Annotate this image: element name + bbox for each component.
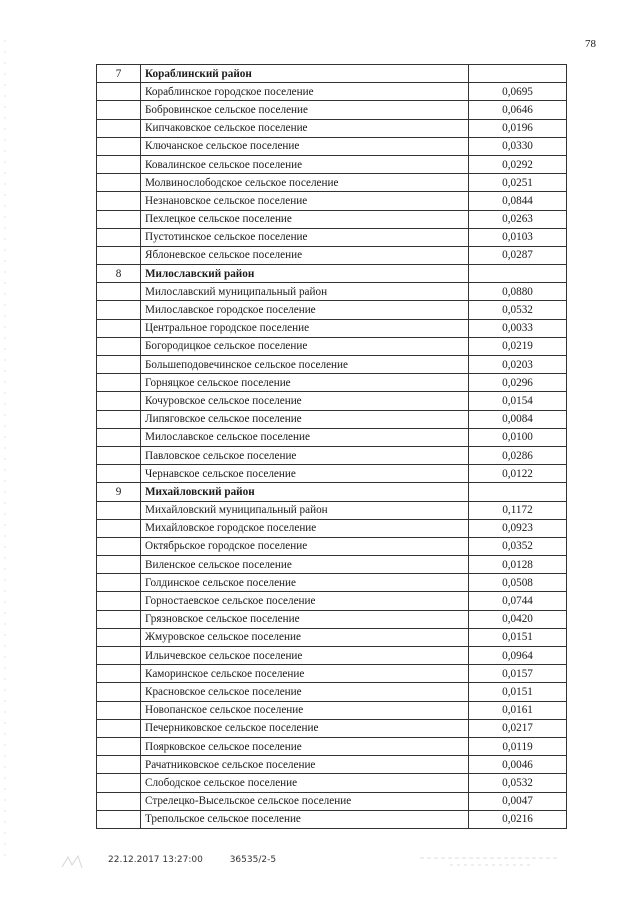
table-row: [97, 337, 567, 355]
settlement-name-cell: Слободское сельское поселение: [141, 774, 469, 792]
value-cell: 0,0100: [469, 428, 567, 446]
value-cell: 0,0151: [469, 628, 567, 646]
row-number-cell: [97, 556, 141, 574]
value-cell: 0,0880: [469, 283, 567, 301]
value-cell: 0,0964: [469, 647, 567, 665]
table-row: [97, 628, 567, 646]
settlement-name-cell: Пустотинское сельское поселение: [141, 228, 469, 246]
table-row: [97, 410, 567, 428]
district-name-cell: Милославский район: [141, 265, 469, 283]
table-row: [97, 592, 567, 610]
row-number-cell: [97, 465, 141, 483]
value-cell: 0,0033: [469, 319, 567, 337]
settlement-name-cell: Поярковское сельское поселение: [141, 737, 469, 755]
row-number-cell: [97, 756, 141, 774]
settlement-name-cell: Кораблинское городское поселение: [141, 83, 469, 101]
row-number-cell: [97, 392, 141, 410]
settlement-name-cell: Молвинослободское сельское поселение: [141, 174, 469, 192]
value-cell: 0,0196: [469, 119, 567, 137]
value-cell: 0,0646: [469, 101, 567, 119]
table-row: [97, 283, 567, 301]
row-number-cell: [97, 228, 141, 246]
faded-stamp-mark: [420, 852, 560, 870]
scan-edge-artifact: [2, 40, 8, 860]
settlement-name-cell: Пехлецкое сельское поселение: [141, 210, 469, 228]
allocation-table: [96, 64, 567, 829]
row-number-cell: [97, 155, 141, 173]
value-cell: 0,0296: [469, 374, 567, 392]
row-number-cell: [97, 174, 141, 192]
settlement-name-cell: Ковалинское сельское поселение: [141, 155, 469, 173]
value-cell: 0,0154: [469, 392, 567, 410]
settlement-name-cell: Милославский муниципальный район: [141, 283, 469, 301]
row-number-cell: [97, 210, 141, 228]
value-cell: 0,0330: [469, 137, 567, 155]
table-row: [97, 519, 567, 537]
settlement-name-cell: Новопанское сельское поселение: [141, 701, 469, 719]
settlement-name-cell: Чернавское сельское поселение: [141, 465, 469, 483]
value-cell: 0,0292: [469, 155, 567, 173]
row-number-cell: [97, 283, 141, 301]
table-row: [97, 719, 567, 737]
value-cell: 0,0047: [469, 792, 567, 810]
footer-timestamp: 22.12.2017 13:27:00: [108, 855, 203, 865]
table-row: [97, 83, 567, 101]
row-number-cell: [97, 628, 141, 646]
table-row: [97, 119, 567, 137]
value-cell: [469, 483, 567, 501]
settlement-name-cell: Милославское городское поселение: [141, 301, 469, 319]
value-cell: 0,0151: [469, 683, 567, 701]
settlement-name-cell: Михайловское городское поселение: [141, 519, 469, 537]
table-row: [97, 810, 567, 828]
row-number-cell: [97, 319, 141, 337]
district-row: [97, 65, 567, 83]
value-cell: 0,0923: [469, 519, 567, 537]
table-row: [97, 192, 567, 210]
settlement-name-cell: Липяговское сельское поселение: [141, 410, 469, 428]
table-row: [97, 446, 567, 464]
table-row: [97, 701, 567, 719]
table-row: [97, 737, 567, 755]
value-cell: 0,0251: [469, 174, 567, 192]
settlement-name-cell: Стрелецко-Высельское сельское поселение: [141, 792, 469, 810]
table-row: [97, 428, 567, 446]
table-row: [97, 465, 567, 483]
table-row: [97, 556, 567, 574]
table-row: [97, 301, 567, 319]
settlement-name-cell: Рачатниковское сельское поселение: [141, 756, 469, 774]
value-cell: 0,0420: [469, 610, 567, 628]
footer: [108, 855, 276, 865]
value-cell: 0,0046: [469, 756, 567, 774]
value-cell: 0,0203: [469, 356, 567, 374]
value-cell: 0,0103: [469, 228, 567, 246]
value-cell: 0,0508: [469, 574, 567, 592]
page-number: 78: [585, 38, 596, 50]
settlement-name-cell: Бобровинское сельское поселение: [141, 101, 469, 119]
row-number-cell: [97, 301, 141, 319]
row-number-cell: [97, 246, 141, 264]
district-row: [97, 483, 567, 501]
value-cell: 0,0119: [469, 737, 567, 755]
settlement-name-cell: Кочуровское сельское поселение: [141, 392, 469, 410]
settlement-name-cell: Ильичевское сельское поселение: [141, 647, 469, 665]
row-number-cell: [97, 192, 141, 210]
settlement-name-cell: Горностаевское сельское поселение: [141, 592, 469, 610]
settlement-name-cell: Горняцкое сельское поселение: [141, 374, 469, 392]
table-row: [97, 392, 567, 410]
settlement-name-cell: Милославское сельское поселение: [141, 428, 469, 446]
value-cell: 0,0084: [469, 410, 567, 428]
table-row: [97, 319, 567, 337]
row-number-cell: [97, 501, 141, 519]
row-number-cell: [97, 610, 141, 628]
value-cell: 0,0157: [469, 665, 567, 683]
settlement-name-cell: Богородицкое сельское поселение: [141, 337, 469, 355]
row-number-cell: 8: [97, 265, 141, 283]
district-name-cell: Кораблинский район: [141, 65, 469, 83]
row-number-cell: [97, 792, 141, 810]
table-row: [97, 683, 567, 701]
district-row: [97, 265, 567, 283]
row-number-cell: [97, 719, 141, 737]
value-cell: 0,0287: [469, 246, 567, 264]
settlement-name-cell: Центральное городское поселение: [141, 319, 469, 337]
allocation-table-container: [96, 64, 566, 829]
value-cell: 0,0161: [469, 701, 567, 719]
value-cell: [469, 265, 567, 283]
table-row: [97, 374, 567, 392]
row-number-cell: [97, 701, 141, 719]
table-row: [97, 155, 567, 173]
table-row: [97, 356, 567, 374]
row-number-cell: [97, 810, 141, 828]
value-cell: 0,0695: [469, 83, 567, 101]
row-number-cell: [97, 537, 141, 555]
settlement-name-cell: Жмуровское сельское поселение: [141, 628, 469, 646]
settlement-name-cell: Каморинское сельское поселение: [141, 665, 469, 683]
settlement-name-cell: Печерниковское сельское поселение: [141, 719, 469, 737]
table-row: [97, 610, 567, 628]
settlement-name-cell: Яблоневское сельское поселение: [141, 246, 469, 264]
table-row: [97, 210, 567, 228]
settlement-name-cell: Октябрьское городское поселение: [141, 537, 469, 555]
value-cell: 0,0844: [469, 192, 567, 210]
table-row: [97, 174, 567, 192]
value-cell: 0,0128: [469, 556, 567, 574]
value-cell: 0,0744: [469, 592, 567, 610]
settlement-name-cell: Виленское сельское поселение: [141, 556, 469, 574]
row-number-cell: [97, 774, 141, 792]
value-cell: 0,0217: [469, 719, 567, 737]
row-number-cell: [97, 446, 141, 464]
row-number-cell: [97, 410, 141, 428]
value-cell: 0,0263: [469, 210, 567, 228]
scan-smudge-mark: [60, 853, 84, 871]
table-row: [97, 792, 567, 810]
row-number-cell: [97, 83, 141, 101]
district-name-cell: Михайловский район: [141, 483, 469, 501]
value-cell: 0,0286: [469, 446, 567, 464]
row-number-cell: [97, 137, 141, 155]
footer-doc-code: 36535/2-5: [229, 855, 277, 865]
value-cell: 0,0352: [469, 537, 567, 555]
table-row: [97, 537, 567, 555]
value-cell: 0,0216: [469, 810, 567, 828]
table-row: [97, 101, 567, 119]
table-row: [97, 228, 567, 246]
settlement-name-cell: Голдинское сельское поселение: [141, 574, 469, 592]
table-row: [97, 501, 567, 519]
table-row: [97, 774, 567, 792]
row-number-cell: [97, 592, 141, 610]
table-body: [97, 65, 567, 829]
row-number-cell: [97, 119, 141, 137]
row-number-cell: [97, 428, 141, 446]
value-cell: 0,0532: [469, 774, 567, 792]
settlement-name-cell: Кипчаковское сельское поселение: [141, 119, 469, 137]
row-number-cell: [97, 737, 141, 755]
table-row: [97, 665, 567, 683]
settlement-name-cell: Михайловский муниципальный район: [141, 501, 469, 519]
value-cell: [469, 65, 567, 83]
row-number-cell: [97, 683, 141, 701]
table-row: [97, 574, 567, 592]
table-row: [97, 137, 567, 155]
value-cell: 0,0219: [469, 337, 567, 355]
settlement-name-cell: Большеподовечинское сельское поселение: [141, 356, 469, 374]
row-number-cell: [97, 337, 141, 355]
row-number-cell: 7: [97, 65, 141, 83]
settlement-name-cell: Трепольское сельское поселение: [141, 810, 469, 828]
value-cell: 0,1172: [469, 501, 567, 519]
row-number-cell: 9: [97, 483, 141, 501]
row-number-cell: [97, 647, 141, 665]
row-number-cell: [97, 519, 141, 537]
row-number-cell: [97, 665, 141, 683]
row-number-cell: [97, 574, 141, 592]
row-number-cell: [97, 356, 141, 374]
table-row: [97, 647, 567, 665]
value-cell: 0,0122: [469, 465, 567, 483]
row-number-cell: [97, 101, 141, 119]
value-cell: 0,0532: [469, 301, 567, 319]
row-number-cell: [97, 374, 141, 392]
settlement-name-cell: Ключанское сельское поселение: [141, 137, 469, 155]
settlement-name-cell: Павловское сельское поселение: [141, 446, 469, 464]
table-row: [97, 246, 567, 264]
settlement-name-cell: Незнановское сельское поселение: [141, 192, 469, 210]
settlement-name-cell: Красновское сельское поселение: [141, 683, 469, 701]
table-row: [97, 756, 567, 774]
settlement-name-cell: Грязновское сельское поселение: [141, 610, 469, 628]
